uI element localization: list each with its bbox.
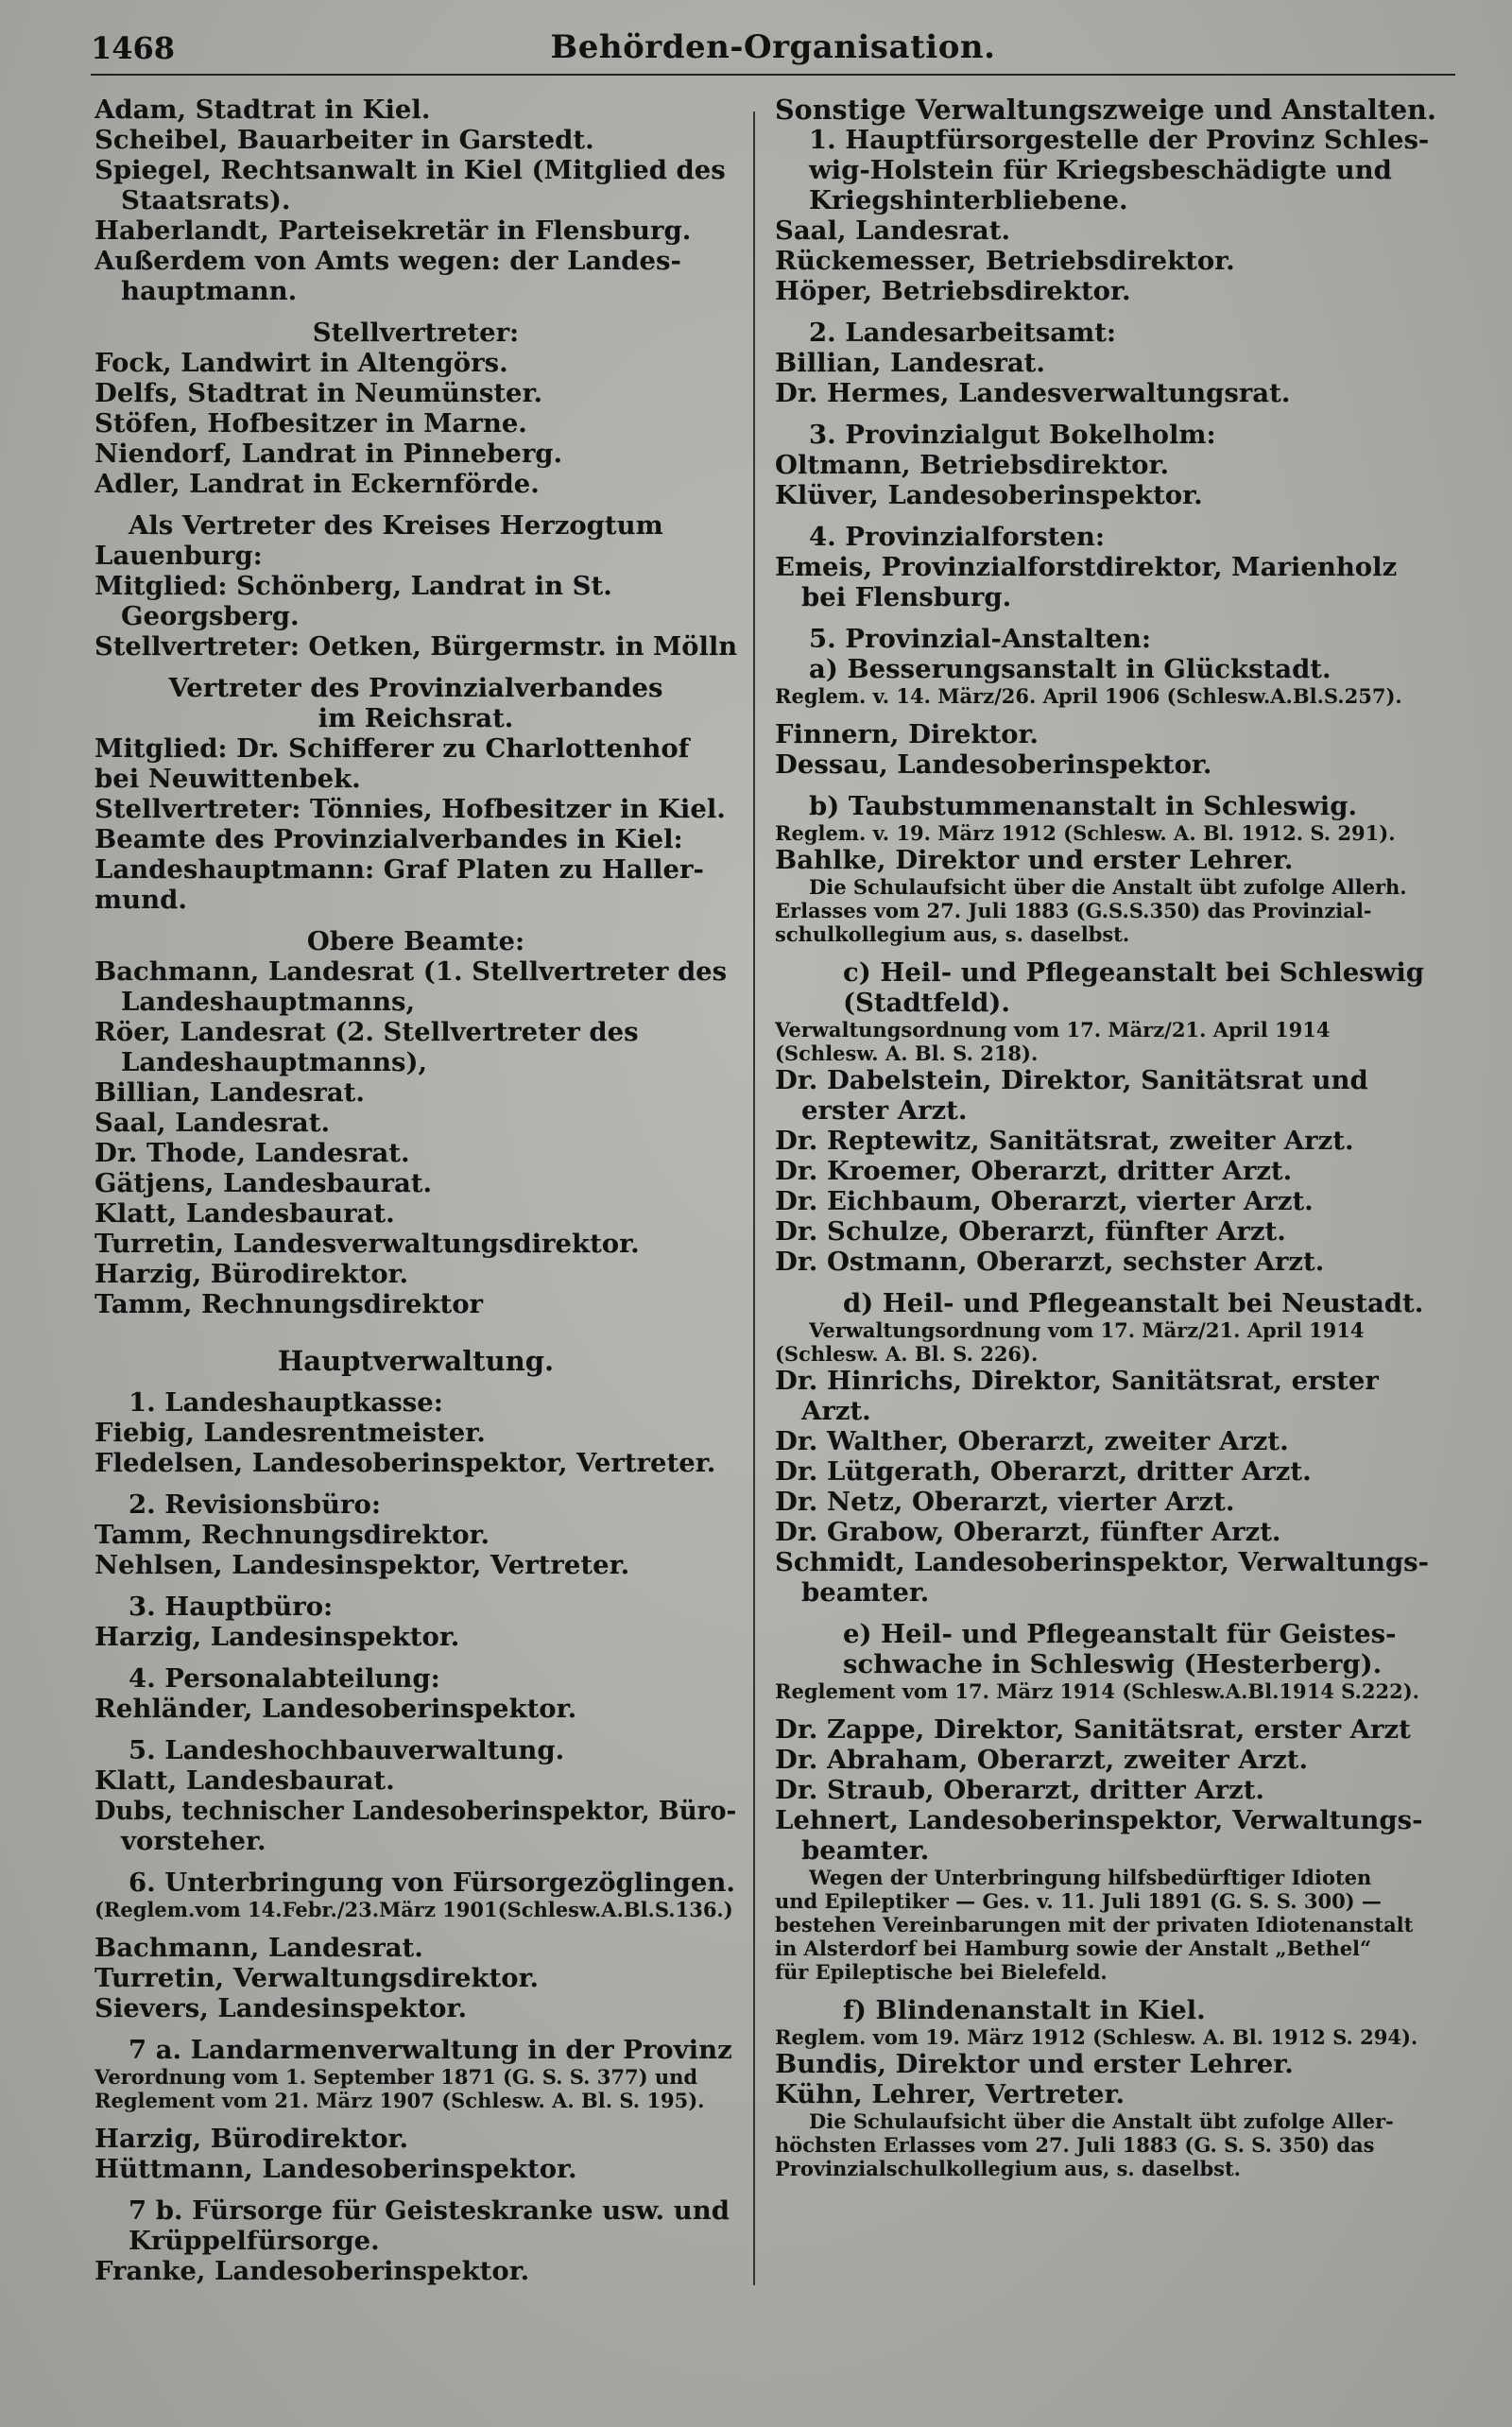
text-line: Klatt, Landesbaurat. — [94, 1765, 395, 1796]
text-line: 5. Provinzial-Anstalten: — [809, 624, 1152, 654]
text-line: Dr. Walther, Oberarzt, zweiter Arzt. — [775, 1426, 1289, 1456]
text-line: Spiegel, Rechtsanwalt in Kiel (Mitglied des — [94, 155, 726, 185]
text-line: (Reglem.vom 14.Febr./23.März 1901(Schlesw.A.Bl.S.136.) — [94, 1898, 733, 1921]
text-line: Saal, Landesrat. — [775, 215, 1011, 246]
text-line: Adam, Stadtrat in Kiel. — [94, 95, 431, 125]
spacer — [94, 1478, 737, 1489]
text-line: Kriegshinterbliebene. — [809, 185, 1128, 215]
text-line: Dr. Dabelstein, Direktor, Sanitätsrat und — [775, 1065, 1368, 1095]
text-line: Klüver, Landesoberinspektor. — [775, 480, 1203, 510]
text-line: Dr. Reptewitz, Sanitätsrat, zweiter Arzt. — [775, 1126, 1354, 1156]
text-line: c) Heil- und Pflegeanstalt bei Schleswig — [843, 957, 1425, 988]
text-line: in Alsterdorf bei Hamburg sowie der Anstalt „Bethel“ — [775, 1936, 1372, 1960]
text-line: 1. Landeshauptkasse: — [129, 1387, 443, 1418]
text-line: erster Arzt. — [801, 1095, 968, 1126]
left-column — [94, 95, 737, 2399]
spacer — [94, 1724, 737, 1735]
text-line: für Epileptische bei Bielefeld. — [775, 1960, 1108, 1984]
text-line: Dr. Eichbaum, Oberarzt, vierter Arzt. — [775, 1186, 1314, 1216]
text-line: Harzig, Landesinspektor. — [94, 1622, 460, 1652]
running-title: Behörden-Organisation. — [550, 28, 996, 66]
text-line: Wegen der Unterbringung hilfsbedürftiger Idioten — [809, 1866, 1372, 1889]
text-line: Saal, Landesrat. — [94, 1108, 331, 1138]
text-line: Staatsrats). — [121, 185, 291, 215]
spacer — [94, 662, 737, 673]
text-line: Beamte des Provinzialverbandes in Kiel: — [94, 824, 683, 854]
text-line: Georgsberg. — [121, 601, 300, 631]
text-line: bei Flensburg. — [801, 582, 1012, 612]
text-line: Harzig, Bürodirektor. — [94, 2124, 409, 2154]
text-line: Dr. Schulze, Oberarzt, fünfter Arzt. — [775, 1216, 1286, 1247]
text-line: Dr. Lütgerath, Oberarzt, dritter Arzt. — [775, 1456, 1312, 1487]
spacer — [775, 946, 1436, 957]
text-line: b) Taubstummenanstalt in Schleswig. — [809, 791, 1358, 821]
text-line: vorsteher. — [121, 1826, 266, 1856]
text-line: Franke, Landesoberinspektor. — [94, 2256, 530, 2286]
text-line: Krüppelfürsorge. — [129, 2226, 380, 2256]
text-line: (Schlesw. A. Bl. S. 226). — [775, 1342, 1039, 1366]
text-line: Stellvertreter: Tönnies, Hofbesitzer in Kiel. — [94, 794, 726, 824]
text-line: Reglem. v. 19. März 1912 (Schlesw. A. Bl. 1912. S. 291). — [775, 821, 1396, 845]
spacer — [94, 1921, 737, 1933]
text-line: 4. Personalabteilung: — [129, 1663, 440, 1694]
spacer — [775, 408, 1436, 420]
text-line: Hüttmann, Landesoberinspektor. — [94, 2154, 577, 2184]
spacer — [775, 510, 1436, 522]
text-line: Sonstige Verwaltungszweige und Anstalten. — [775, 95, 1436, 126]
text-line: 1. Hauptfürsorgestelle der Provinz Schles- — [809, 125, 1430, 155]
text-line: Verwaltungsordnung vom 17. März/21. April 1914 — [775, 1018, 1331, 1041]
text-line: Erlasses vom 27. Juli 1883 (G.S.S.350) das Provinzial- — [775, 899, 1372, 922]
text-line: Adler, Landrat in Eckernförde. — [94, 469, 540, 499]
text-line: Obere Beamte: — [306, 926, 525, 956]
text-line: Reglem. vom 19. März 1912 (Schlesw. A. Bl. 1912 S. 294). — [775, 2025, 1418, 2049]
text-line: Als Vertreter des Kreises Herzogtum — [129, 510, 663, 541]
text-line: Kühn, Lehrer, Vertreter. — [775, 2079, 1125, 2109]
page-number: 1468 — [91, 30, 176, 66]
text-line: Die Schulaufsicht über die Anstalt übt zufolge Allerh. — [809, 875, 1407, 899]
text-line: Dr. Hermes, Landesverwaltungsrat. — [775, 378, 1291, 408]
text-line: und Epileptiker — Ges. v. 11. Juli 1891 (G. S. S. 300) — — [775, 1889, 1382, 1913]
text-line: Bachmann, Landesrat. — [94, 1933, 423, 1963]
text-line: Stellvertreter: — [312, 318, 520, 348]
text-line: Scheibel, Bauarbeiter in Garstedt. — [94, 125, 594, 155]
text-line: Dr. Grabow, Oberarzt, fünfter Arzt. — [775, 1517, 1281, 1547]
text-line: Dr. Thode, Landesrat. — [94, 1138, 410, 1168]
text-line: Dr. Zappe, Direktor, Sanitätsrat, erster Arzt — [775, 1714, 1411, 1745]
text-line: Dr. Hinrichs, Direktor, Sanitätsrat, erster — [775, 1366, 1379, 1396]
text-line: Arzt. — [801, 1396, 871, 1426]
spacer — [775, 1703, 1436, 1714]
text-line: d) Heil- und Pflegeanstalt bei Neustadt. — [843, 1288, 1424, 1318]
text-line: 3. Provinzialgut Bokelholm: — [809, 420, 1216, 450]
text-line: Klatt, Landesbaurat. — [94, 1198, 395, 1229]
text-line: beamter. — [801, 1835, 930, 1866]
text-line: Röer, Landesrat (2. Stellvertreter des — [94, 1017, 639, 1047]
text-line: Dr. Ostmann, Oberarzt, sechster Arzt. — [775, 1247, 1325, 1277]
text-line: bei Neuwittenbek. — [94, 764, 361, 794]
spacer — [94, 1652, 737, 1663]
text-line: Haberlandt, Parteisekretär in Flensburg. — [94, 215, 692, 246]
text-line: Reglement vom 21. März 1907 (Schlesw. A. Bl. S. 195). — [94, 2089, 705, 2112]
text-line: Reglem. v. 14. März/26. April 1906 (Schlesw.A.Bl.S.257). — [775, 684, 1402, 708]
text-line: Delfs, Stadtrat in Neumünster. — [94, 378, 543, 408]
right-column — [775, 95, 1436, 2399]
text-line: Dr. Abraham, Oberarzt, zweiter Arzt. — [775, 1745, 1309, 1775]
text-line: Stellvertreter: Oetken, Bürgermstr. in Mölln — [94, 631, 737, 662]
text-line: Rückemesser, Betriebsdirektor. — [775, 246, 1235, 276]
spacer — [94, 1319, 737, 1346]
text-line: Tamm, Rechnungsdirektor. — [94, 1520, 490, 1550]
text-line: Fledelsen, Landesoberinspektor, Vertreter. — [94, 1448, 716, 1478]
text-line: Höper, Betriebsdirektor. — [775, 276, 1131, 306]
text-line: Tamm, Rechnungsdirektor — [94, 1289, 484, 1319]
spacer — [94, 2112, 737, 2124]
text-line: Fock, Landwirt in Altengörs. — [94, 348, 508, 378]
text-line: Dr. Netz, Oberarzt, vierter Arzt. — [775, 1487, 1235, 1517]
text-line: hauptmann. — [121, 276, 298, 306]
text-line: wig-Holstein für Kriegsbeschädigte und — [809, 155, 1392, 185]
text-line: Bundis, Direktor und erster Lehrer. — [775, 2049, 1294, 2079]
text-line: Schmidt, Landesoberinspektor, Verwaltungs- — [775, 1547, 1430, 1577]
text-line: 5. Landeshochbauverwaltung. — [129, 1735, 565, 1765]
text-line: beamter. — [801, 1577, 930, 1608]
text-line: Sievers, Landesinspektor. — [94, 1993, 468, 2023]
text-line: im Reichsrat. — [318, 703, 514, 733]
spacer — [775, 612, 1436, 624]
text-line: Bahlke, Direktor und erster Lehrer. — [775, 845, 1294, 875]
text-line: Dessau, Landesoberinspektor. — [775, 749, 1212, 780]
text-line: Landeshauptmanns, — [121, 987, 416, 1017]
text-line: Lauenburg: — [94, 541, 263, 571]
text-line: Billian, Landesrat. — [775, 348, 1045, 378]
text-line: Emeis, Provinzialforstdirektor, Marienholz — [775, 552, 1398, 582]
text-line: e) Heil- und Pflegeanstalt für Geistes- — [843, 1619, 1397, 1649]
text-line: Dubs, technischer Landesoberinspektor, Büro- — [94, 1796, 737, 1826]
text-line: 4. Provinzialforsten: — [809, 522, 1106, 552]
text-line: Billian, Landesrat. — [94, 1077, 365, 1108]
spacer — [775, 1277, 1436, 1288]
spacer — [775, 306, 1436, 318]
text-line: Stöfen, Hofbesitzer in Marne. — [94, 408, 527, 439]
text-line: höchsten Erlasses vom 27. Juli 1883 (G. S. S. 350) das — [775, 2133, 1375, 2157]
spacer — [94, 1376, 737, 1387]
text-line: Reglement vom 17. März 1914 (Schlesw.A.Bl.1914 S.222). — [775, 1679, 1419, 1703]
text-line: Verwaltungsordnung vom 17. März/21. April 1914 — [809, 1318, 1365, 1342]
text-line: Mitglied: Dr. Schifferer zu Charlottenhof — [94, 733, 690, 764]
text-line: Niendorf, Landrat in Pinneberg. — [94, 439, 563, 469]
spacer — [94, 915, 737, 926]
text-line: Dr. Straub, Oberarzt, dritter Arzt. — [775, 1775, 1264, 1805]
text-line: Fiebig, Landesrentmeister. — [94, 1418, 486, 1448]
spacer — [94, 2184, 737, 2195]
text-line: Lehnert, Landesoberinspektor, Verwaltungs- — [775, 1805, 1423, 1835]
spacer — [94, 499, 737, 510]
text-line: schwache in Schleswig (Hesterberg). — [843, 1649, 1383, 1679]
text-line: Landeshauptmanns), — [121, 1047, 428, 1077]
text-line: (Stadtfeld). — [843, 988, 1010, 1018]
text-line: Außerdem von Amts wegen: der Landes- — [94, 246, 681, 276]
spacer — [775, 1984, 1436, 1995]
spacer — [94, 2023, 737, 2035]
text-line: Harzig, Bürodirektor. — [94, 1259, 409, 1289]
text-line: Rehländer, Landesoberinspektor. — [94, 1694, 577, 1724]
text-line: (Schlesw. A. Bl. S. 218). — [775, 1041, 1039, 1065]
spacer — [94, 1856, 737, 1868]
text-line: Finnern, Direktor. — [775, 719, 1040, 749]
text-line: a) Besserungsanstalt in Glückstadt. — [809, 654, 1332, 684]
text-line: Gätjens, Landesbaurat. — [94, 1168, 433, 1198]
page-header — [91, 26, 1455, 76]
text-line: Dr. Kroemer, Oberarzt, dritter Arzt. — [775, 1156, 1293, 1186]
spacer — [94, 306, 737, 318]
text-line: Vertreter des Provinzialverbandes — [168, 673, 663, 703]
spacer — [775, 780, 1436, 791]
spacer — [775, 708, 1436, 719]
column-divider — [753, 112, 755, 2285]
text-line: 7 b. Fürsorge für Geisteskranke usw. und — [129, 2195, 730, 2226]
text-line: Nehlsen, Landesinspektor, Vertreter. — [94, 1550, 630, 1580]
text-line: mund. — [94, 885, 187, 915]
text-line: Bachmann, Landesrat (1. Stellvertreter des — [94, 956, 728, 987]
text-line: Mitglied: Schönberg, Landrat in St. — [94, 571, 612, 601]
text-line: 7 a. Landarmenverwaltung in der Provinz — [129, 2035, 732, 2065]
text-line: Oltmann, Betriebsdirektor. — [775, 450, 1170, 480]
text-line: Turretin, Verwaltungsdirektor. — [94, 1963, 540, 1993]
text-line: 3. Hauptbüro: — [129, 1592, 334, 1622]
text-line: Hauptverwaltung. — [277, 1345, 555, 1377]
text-line: 2. Revisionsbüro: — [129, 1489, 382, 1520]
text-line: Provinzialschulkollegium aus, s. daselbst. — [775, 2157, 1241, 2180]
text-line: Landeshauptmann: Graf Platen zu Haller- — [94, 854, 704, 885]
text-line: schulkollegium aus, s. daselbst. — [775, 922, 1130, 946]
text-line: bestehen Vereinbarungen mit der privaten Idiotenanstalt — [775, 1913, 1414, 1936]
text-line: Die Schulaufsicht über die Anstalt übt zufolge Aller- — [809, 2109, 1394, 2133]
text-line: f) Blindenanstalt in Kiel. — [843, 1995, 1206, 2025]
text-line: 2. Landesarbeitsamt: — [809, 318, 1117, 348]
text-line: Turretin, Landesverwaltungsdirektor. — [94, 1229, 640, 1259]
spacer — [94, 1580, 737, 1592]
text-line: 6. Unterbringung von Fürsorgezöglingen. — [129, 1868, 735, 1898]
spacer — [775, 1608, 1436, 1619]
text-line: Verordnung vom 1. September 1871 (G. S. S. 377) und — [94, 2065, 698, 2089]
